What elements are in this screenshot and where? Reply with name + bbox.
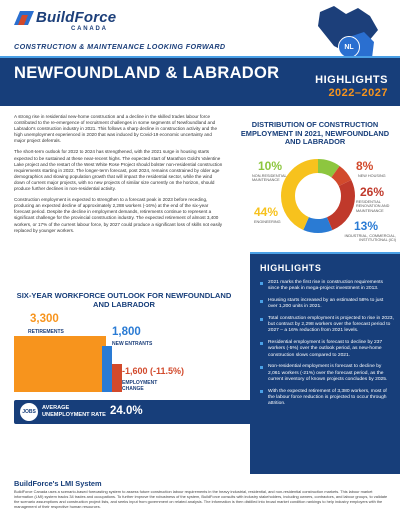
- highlights-list: [260, 280, 394, 413]
- unemployment-rate-value: 24.0%: [110, 405, 143, 417]
- highlight-item: Total construction employment is projected to rise in 2023, but contract by 2,298 workers over the forecast period to 2027 – a 16% reduction from 2021 levels.: [260, 316, 394, 335]
- label-residential-renovation: RESIDENTIAL RENOVATION AND MAINTENANCE: [356, 200, 390, 213]
- new-entrants-value: 1,800: [112, 326, 141, 338]
- footer-text: BuildForce Canada uses a scenario-based forecasting system to assess future construction labour requirements in the heavy industrial, residential, and non-residential construction markets. This labour market information (LMI) system tracks 34 trades and occupations. To further improve the robustness of the system, BuildForce consults with industry stakeholders, including owners, contractors, and labour groups, to validate the scenario assumptions and construction project lists, and seeks input from government on related analysis. The information is then distilled into broad market condition rankings to help industry employers with the management of their respective human resources.: [14, 489, 388, 509]
- highlights-label: HIGHLIGHTS: [315, 74, 388, 86]
- highlights-years: 2022–2027: [328, 87, 388, 99]
- unemployment-rate-bar: [14, 400, 252, 424]
- highlight-item: Residential employment is forecast to decline by 237 workers (-5%) over the outlook period, as new-home construction slows compared to 2021.: [260, 340, 394, 359]
- page-title: NEWFOUNDLAND & LABRADOR: [14, 64, 280, 82]
- new-entrants-bar: [102, 346, 112, 392]
- pct-engineering: 44%: [254, 205, 279, 219]
- logo-subtext: CANADA: [71, 26, 108, 32]
- employment-change-value: -1,600 (-11.5%): [122, 366, 185, 376]
- logo-text: BuildForce: [36, 9, 117, 26]
- buildforce-logo: [14, 9, 184, 37]
- intro-paragraph-1: A strong rise in residential new-home construction and a decline in the skilled trades labour force contributed to the re-emergence of recruitment challenges in some segments of Newfoundland and Labrador's construction industry in 2021. This follows a sharp decline in construction activity and the high unemployment experienced in 2020 that was induced by Covid-19 economic uncertainty and major project deferrals.: [14, 114, 218, 144]
- retirements-label: RETIREMENTS: [28, 329, 64, 335]
- highlights-title: HIGHLIGHTS: [260, 263, 322, 273]
- retirements-value: 3,300: [30, 313, 59, 325]
- label-new-housing: NEW HOUSING: [358, 174, 386, 178]
- highlights-years-box: [290, 56, 400, 106]
- employment-change-bar: [112, 364, 122, 392]
- highlight-item: Non-residential employment is forecast to decline by 2,061 workers (-21%) over the forecast period, as the current inventory of known projects concludes by 2025.: [260, 364, 394, 383]
- logo-mark-icon: [14, 11, 34, 25]
- intro-text: [14, 114, 224, 239]
- unemployment-rate-label: AVERAGE UNEMPLOYMENT RATE: [42, 405, 106, 418]
- lmi-system-footer: [0, 474, 400, 518]
- distribution-title: DISTRIBUTION OF CONSTRUCTION EMPLOYMENT IN 2021, NEWFOUNDLAND AND LABRADOR: [240, 120, 390, 147]
- province-code-badge: NL: [338, 36, 360, 58]
- footer-title: BuildForce's LMI System: [14, 479, 102, 488]
- highlights-panel: [250, 252, 400, 474]
- employment-change-label: EMPLOYMENT CHANGE: [122, 380, 158, 392]
- tagline: CONSTRUCTION & MAINTENANCE LOOKING FORWARD: [14, 42, 226, 51]
- pct-new-housing: 8%: [356, 159, 374, 173]
- label-engineering: ENGINEERING: [254, 220, 281, 224]
- jobs-icon: JOBS: [20, 403, 38, 421]
- intro-paragraph-3: Construction employment is expected to strengthen to a forecast peak in 2023 before receding, producing an expected decline of approximately 2,288 workers (-16%) at the end of the six-year forecast period. Despite the decline in employment demands, retirements continue to represent a significant challenge for the provincial construction industry. The expected retirement of almost 3,400 workers, or 17% of the current labour force, by 2027 could produce a significant loss of skills not easily replaced by younger workers.: [14, 197, 223, 233]
- pct-residential-renovation: 26%: [360, 185, 385, 199]
- label-non-residential-maintenance: NON-RESIDENTIAL MAINTENANCE: [252, 174, 287, 183]
- highlight-item: 2021 marks the first rise in construction requirements since the peak in mega-project investment in 2013.: [260, 280, 394, 292]
- pct-non-residential-maintenance: 10%: [258, 159, 283, 173]
- intro-paragraph-2: The short-term outlook for 2022 to 2024 has strengthened, with the 2021 surge in housing starts expected to be sustained at these near-recent highs. The expected start of Marathon Gold's Valentine Lake project and the restart of the West White Rose Project should bolster non-residential construction requirements starting in 2022. The longer-term forecast, post 2024, remains constrained by older age demographics and slowing population growth that will impact the residential sector, while the wind down of current major projects, with no new projects of similar size currently on the horizon, should produce further declines in non-residential activity.: [14, 149, 223, 192]
- new-entrants-label: NEW ENTRANTS: [112, 341, 153, 347]
- workforce-outlook-title: SIX-YEAR WORKFORCE OUTLOOK FOR NEWFOUNDLAND AND LABRADOR: [16, 291, 232, 309]
- highlight-item: With the expected retirement of 3,380 workers, most of the labour force reduction is projected to occur through attrition.: [260, 389, 394, 408]
- highlights-stripe: [250, 252, 400, 254]
- retirements-bar: [14, 336, 106, 392]
- pct-ici: 13%: [354, 219, 379, 233]
- highlight-item: Housing starts increased by an estimated 58% to just over 1,200 units in 2021.: [260, 298, 394, 310]
- label-ici: INDUSTRIAL, COMMERCIAL, INSTITUTIONAL (ICI): [344, 234, 396, 243]
